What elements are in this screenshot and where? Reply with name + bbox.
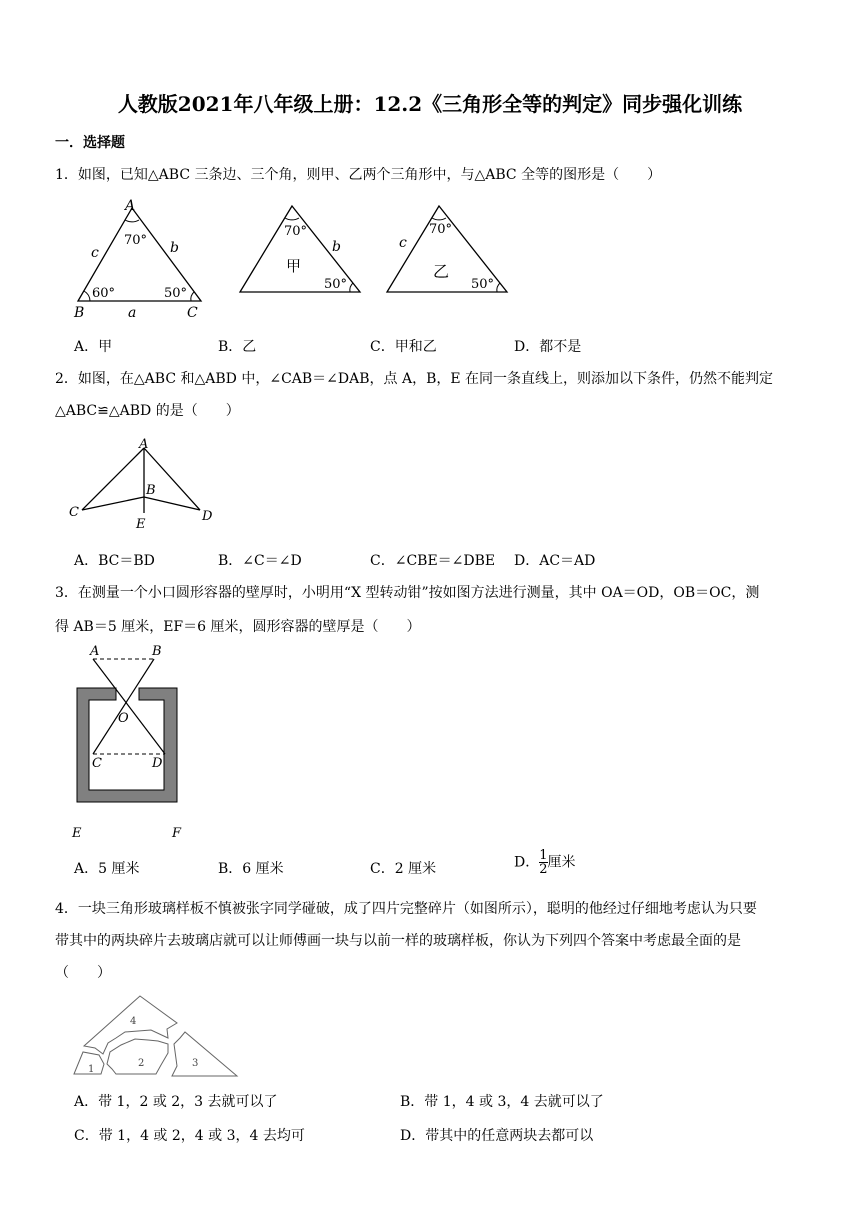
q1-jia-side-b: b [332,239,341,255]
q4-option-b[interactable]: B．带 1，4 或 3，4 去就可以了 [400,1094,604,1110]
q2-label-B: B [146,483,156,498]
q3-label-E: E [72,826,82,841]
q3-option-b[interactable]: B．6 厘米 [218,861,284,877]
q4-piece-1-label: 1 [88,1064,95,1075]
q4-glass-pieces-figure [70,992,240,1082]
q3-label-F: F [172,826,182,841]
q1-label-A: A [125,198,136,214]
question-1-stem: 1．如图，已知△ABC 三条边、三个角，则甲、乙两个三角形中，与△ABC 全等的图形是（ ） [55,167,662,183]
q3-option-d[interactable] [514,849,576,876]
q3-label-D: D [152,756,163,771]
q3-option-d-fraction: $\frac{1}{2}$ [539,848,548,877]
q1-option-a[interactable]: A．甲 [74,339,113,355]
q1-label-B: B [74,305,85,321]
q1-angle-50: 50° [164,286,188,301]
q3-label-B: B [152,644,162,659]
question-3-stem-line2: 得 AB＝5 厘米，EF＝6 厘米，圆形容器的壁厚是（ ） [55,619,421,635]
q1-yi-side-c: c [399,235,407,251]
q3-x-calipers-figure [60,640,200,845]
q3-option-a[interactable]: A．5 厘米 [74,861,140,877]
page-title: 人教版2021年八年级上册：12.2《三角形全等的判定》同步强化训练 [117,92,743,116]
q1-option-c[interactable]: C．甲和乙 [370,339,437,355]
question-4-stem-line2: 带其中的两块碎片去玻璃店就可以让师傅画一块与以前一样的玻璃样板，你认为下列四个答案中考虑最全面的是 [55,933,741,949]
q3-label-O: O [118,711,129,726]
q3-option-d-label: D． [514,854,540,871]
q2-label-E: E [136,517,146,532]
q1-triangle-jia-figure [236,203,366,298]
q3-option-c[interactable]: C．2 厘米 [370,861,437,877]
question-2-stem-line1: 2．如图，在△ABC 和△ABD 中，∠CAB＝∠DAB，点 A，B，E 在同一条直线上，则添加以下条件，仍然不能判定 [55,371,774,387]
q2-option-c[interactable]: C．∠CBE＝∠DBE [370,553,496,569]
question-4-stem-line1: 4．一块三角形玻璃样板不慎被张字同学碰破，成了四片完整碎片（如图所示），聪明的他经过仔细地考虑认为只要 [55,901,757,917]
q1-side-c: c [91,245,99,261]
q1-option-b[interactable]: B．乙 [218,339,257,355]
q1-angle-60: 60° [92,286,116,301]
q4-piece-2-label: 2 [138,1058,145,1069]
question-4-stem-line3: （ ） [55,965,111,981]
q2-option-d[interactable]: D．AC＝AD [514,553,596,569]
q1-yi-angle-50: 50° [471,277,495,292]
q1-yi-label: 乙 [433,262,450,281]
q1-side-b: b [170,240,179,256]
q1-jia-angle-50: 50° [324,277,348,292]
q2-option-a[interactable]: A．BC＝BD [74,553,155,569]
q4-option-c[interactable]: C．带 1，4 或 2，4 或 3，4 去均可 [74,1128,305,1144]
q4-piece-3-label: 3 [192,1058,199,1069]
question-2-stem-line2: △ABC≌△ABD 的是（ ） [55,403,240,419]
q2-figure [66,437,226,532]
q3-option-d-unit: 厘米 [547,854,576,871]
q2-label-D: D [202,509,213,524]
q1-yi-angle-70: 70° [429,222,453,237]
q1-jia-label: 甲 [286,257,302,275]
q3-label-A: A [90,644,100,659]
q1-side-a: a [128,305,137,321]
question-3-stem-line1: 3．在测量一个小口圆形容器的壁厚时，小明用“X 型转动钳”按如图方法进行测量，其中 OA＝OD，OB＝OC，测 [55,585,760,601]
q4-option-d[interactable]: D．带其中的任意两块去都可以 [400,1128,594,1144]
q1-label-C: C [187,305,198,321]
q1-option-d[interactable]: D．都不是 [514,339,582,355]
q1-jia-angle-70: 70° [284,224,308,239]
section-heading: 一．选择题 [55,135,125,151]
q4-option-a[interactable]: A．带 1，2 或 2，3 去就可以了 [74,1094,278,1110]
q1-triangle-abc-figure [70,198,220,323]
q1-triangle-yi-figure [383,203,513,298]
q1-angle-70: 70° [124,233,148,248]
q4-piece-4-label: 4 [130,1016,137,1027]
q2-label-C: C [69,505,79,520]
q2-label-A: A [139,437,149,452]
q2-option-b[interactable]: B．∠C＝∠D [218,553,302,569]
q3-label-C: C [92,756,102,771]
